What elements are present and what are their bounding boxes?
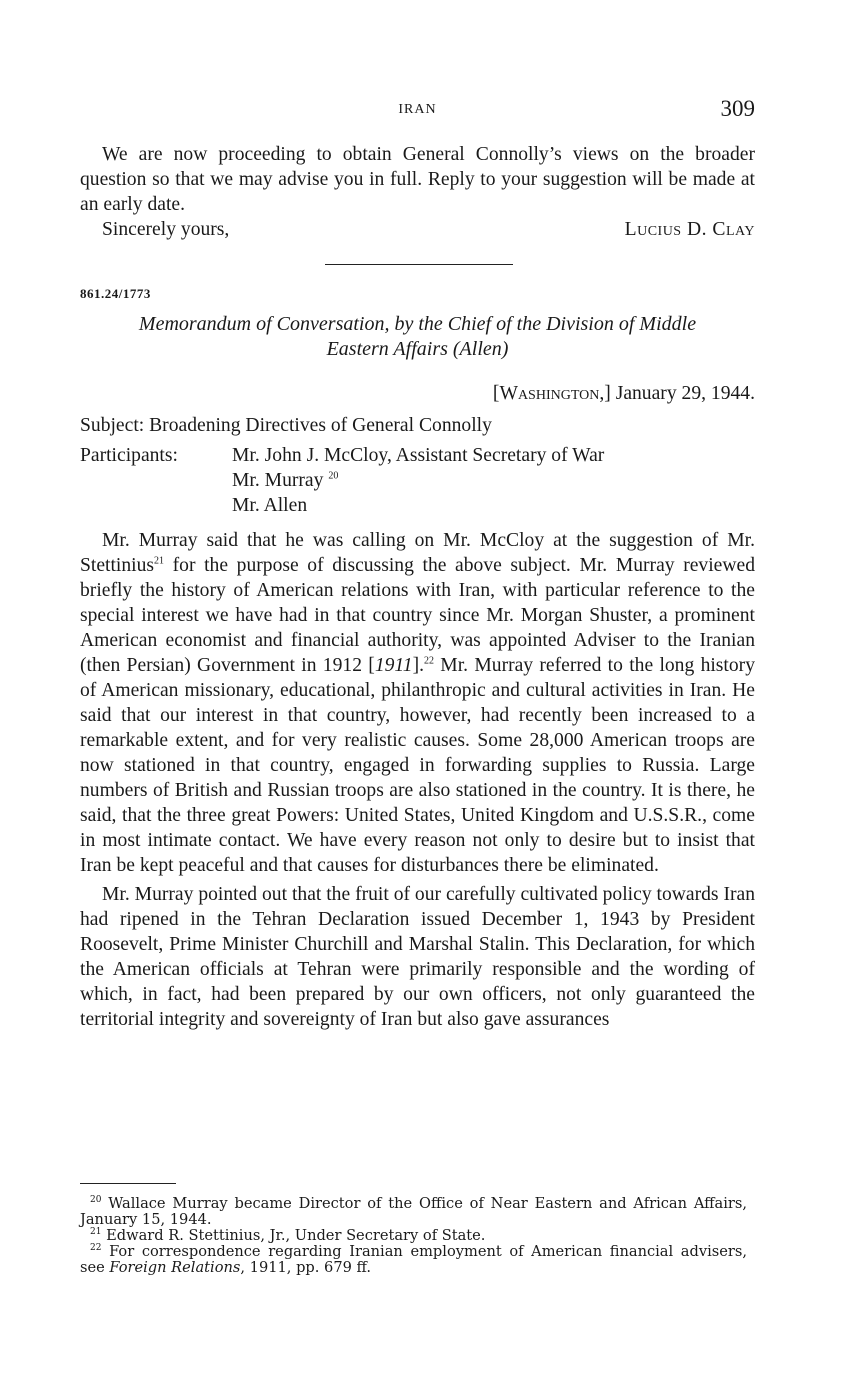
- section-divider: [325, 264, 513, 265]
- footnote-number: 21: [90, 1227, 102, 1238]
- memo-title-line-2: Eastern Affairs (Allen): [326, 338, 509, 360]
- participant-mccloy: Mr. John J. McCloy, Assistant Secretary of War: [232, 445, 605, 466]
- footnote-22: [80, 1244, 747, 1276]
- page-number: 309: [720, 96, 755, 121]
- footnote-number: 22: [90, 1243, 102, 1254]
- memo-body: [80, 528, 755, 1036]
- closing: Sincerely yours,: [102, 219, 230, 240]
- participants-label: Participants:: [80, 445, 178, 466]
- intro-paragraph: We are now proceeding to obtain General Connolly’s views on the broader question so that we may advise you in full. Reply to your suggestion will be made at an early date.: [80, 144, 755, 215]
- participant-murray-name: Mr. Murray: [232, 470, 324, 491]
- footnote-ref-20: 20: [328, 470, 339, 482]
- p1-text-d: Mr. Murray referred to the long history of American missionary, educational, philanthropic and cultural activities in Iran. He said that our interest in that country, however, had recently been increased to a remarkable extent, and for very realistic causes. Some 28,000 American troops are now stationed in that country, engaged in forwarding supplies to Russia. Large numbers of British and Russian troops are also stationed in the country. It is there, he said, that the three great Powers: United States, United Kingdom and U.S.S.R., come in most intimate contact. We have every reason not only to desire but to insist that Iran be kept peaceful and that causes for disturbances there be eliminated.: [80, 655, 755, 876]
- letter-conclusion: [80, 142, 755, 242]
- footnote-number: 20: [90, 1195, 102, 1206]
- footnote-italic-title: Foreign Relations: [109, 1259, 241, 1276]
- footnote-text-a: For correspondence regarding Iranian employment of American financial advisers, see: [80, 1243, 747, 1276]
- footnotes: [80, 1196, 747, 1276]
- footnote-text: Wallace Murray became Director of the Office of Near Eastern and African Affairs, January 15, 1944.: [80, 1195, 747, 1228]
- footnote-ref-22: 22: [424, 655, 434, 667]
- page-header: [80, 96, 755, 124]
- footnote-text-b: , 1911, pp. 679 ff.: [240, 1259, 372, 1276]
- p1-text-c: ].: [412, 655, 424, 676]
- footnote-divider: [80, 1183, 176, 1184]
- footnote-20: [80, 1196, 747, 1228]
- memo-title-line-1: Memorandum of Conversation, by the Chief of the Division of Middle: [138, 313, 697, 335]
- p1-text-a: Mr. Murray said that he was calling on Mr. McCloy at the suggestion of Mr. Stettinius: [80, 530, 755, 576]
- signature: Lucius D. Clay: [624, 219, 755, 240]
- dateline-date: January 29, 1944.: [615, 383, 755, 404]
- footnote-text: Edward R. Stettinius, Jr., Under Secretary of State.: [106, 1227, 486, 1244]
- body-paragraph-2: Mr. Murray pointed out that the fruit of our carefully cultivated policy towards Iran had ripened in the Tehran Declaration issued December 1, 1943 by President Roosevelt, Prime Minister Churchill and Marshal Stalin. This Declaration, for which the American officials at Tehran were primarily responsible and the wording of which, in fact, had been prepared by our own officers, not only guaranteed the territorial integrity and sovereignty of Iran but also gave assurances: [80, 884, 755, 1030]
- p1-text-b: for the purpose of discussing the above subject. Mr. Murray reviewed briefly the history of American relations with Iran, with particular reference to the special interest we have had in that country since Mr. Morgan Shuster, a prominent American economist and financial authority, was appointed Adviser to the Iranian (then Persian) Government in 1912 [: [80, 555, 755, 676]
- dateline: [493, 383, 755, 405]
- subject-line: Subject: Broadening Directives of General Connolly: [80, 415, 492, 436]
- signoff: [80, 217, 755, 242]
- participant-murray: [232, 468, 752, 493]
- body-paragraph-1: [80, 528, 755, 878]
- p1-italic-year: 1911: [374, 655, 413, 676]
- file-number: 861.24/1773: [80, 286, 151, 301]
- footnote-21: [80, 1228, 747, 1244]
- footnote-ref-21: 21: [154, 555, 165, 567]
- participant-allen: Mr. Allen: [232, 495, 308, 516]
- running-head: IRAN: [398, 102, 437, 117]
- memo-title: [80, 312, 755, 362]
- participants-list: [232, 443, 752, 518]
- dateline-place: [Washington,]: [492, 383, 611, 404]
